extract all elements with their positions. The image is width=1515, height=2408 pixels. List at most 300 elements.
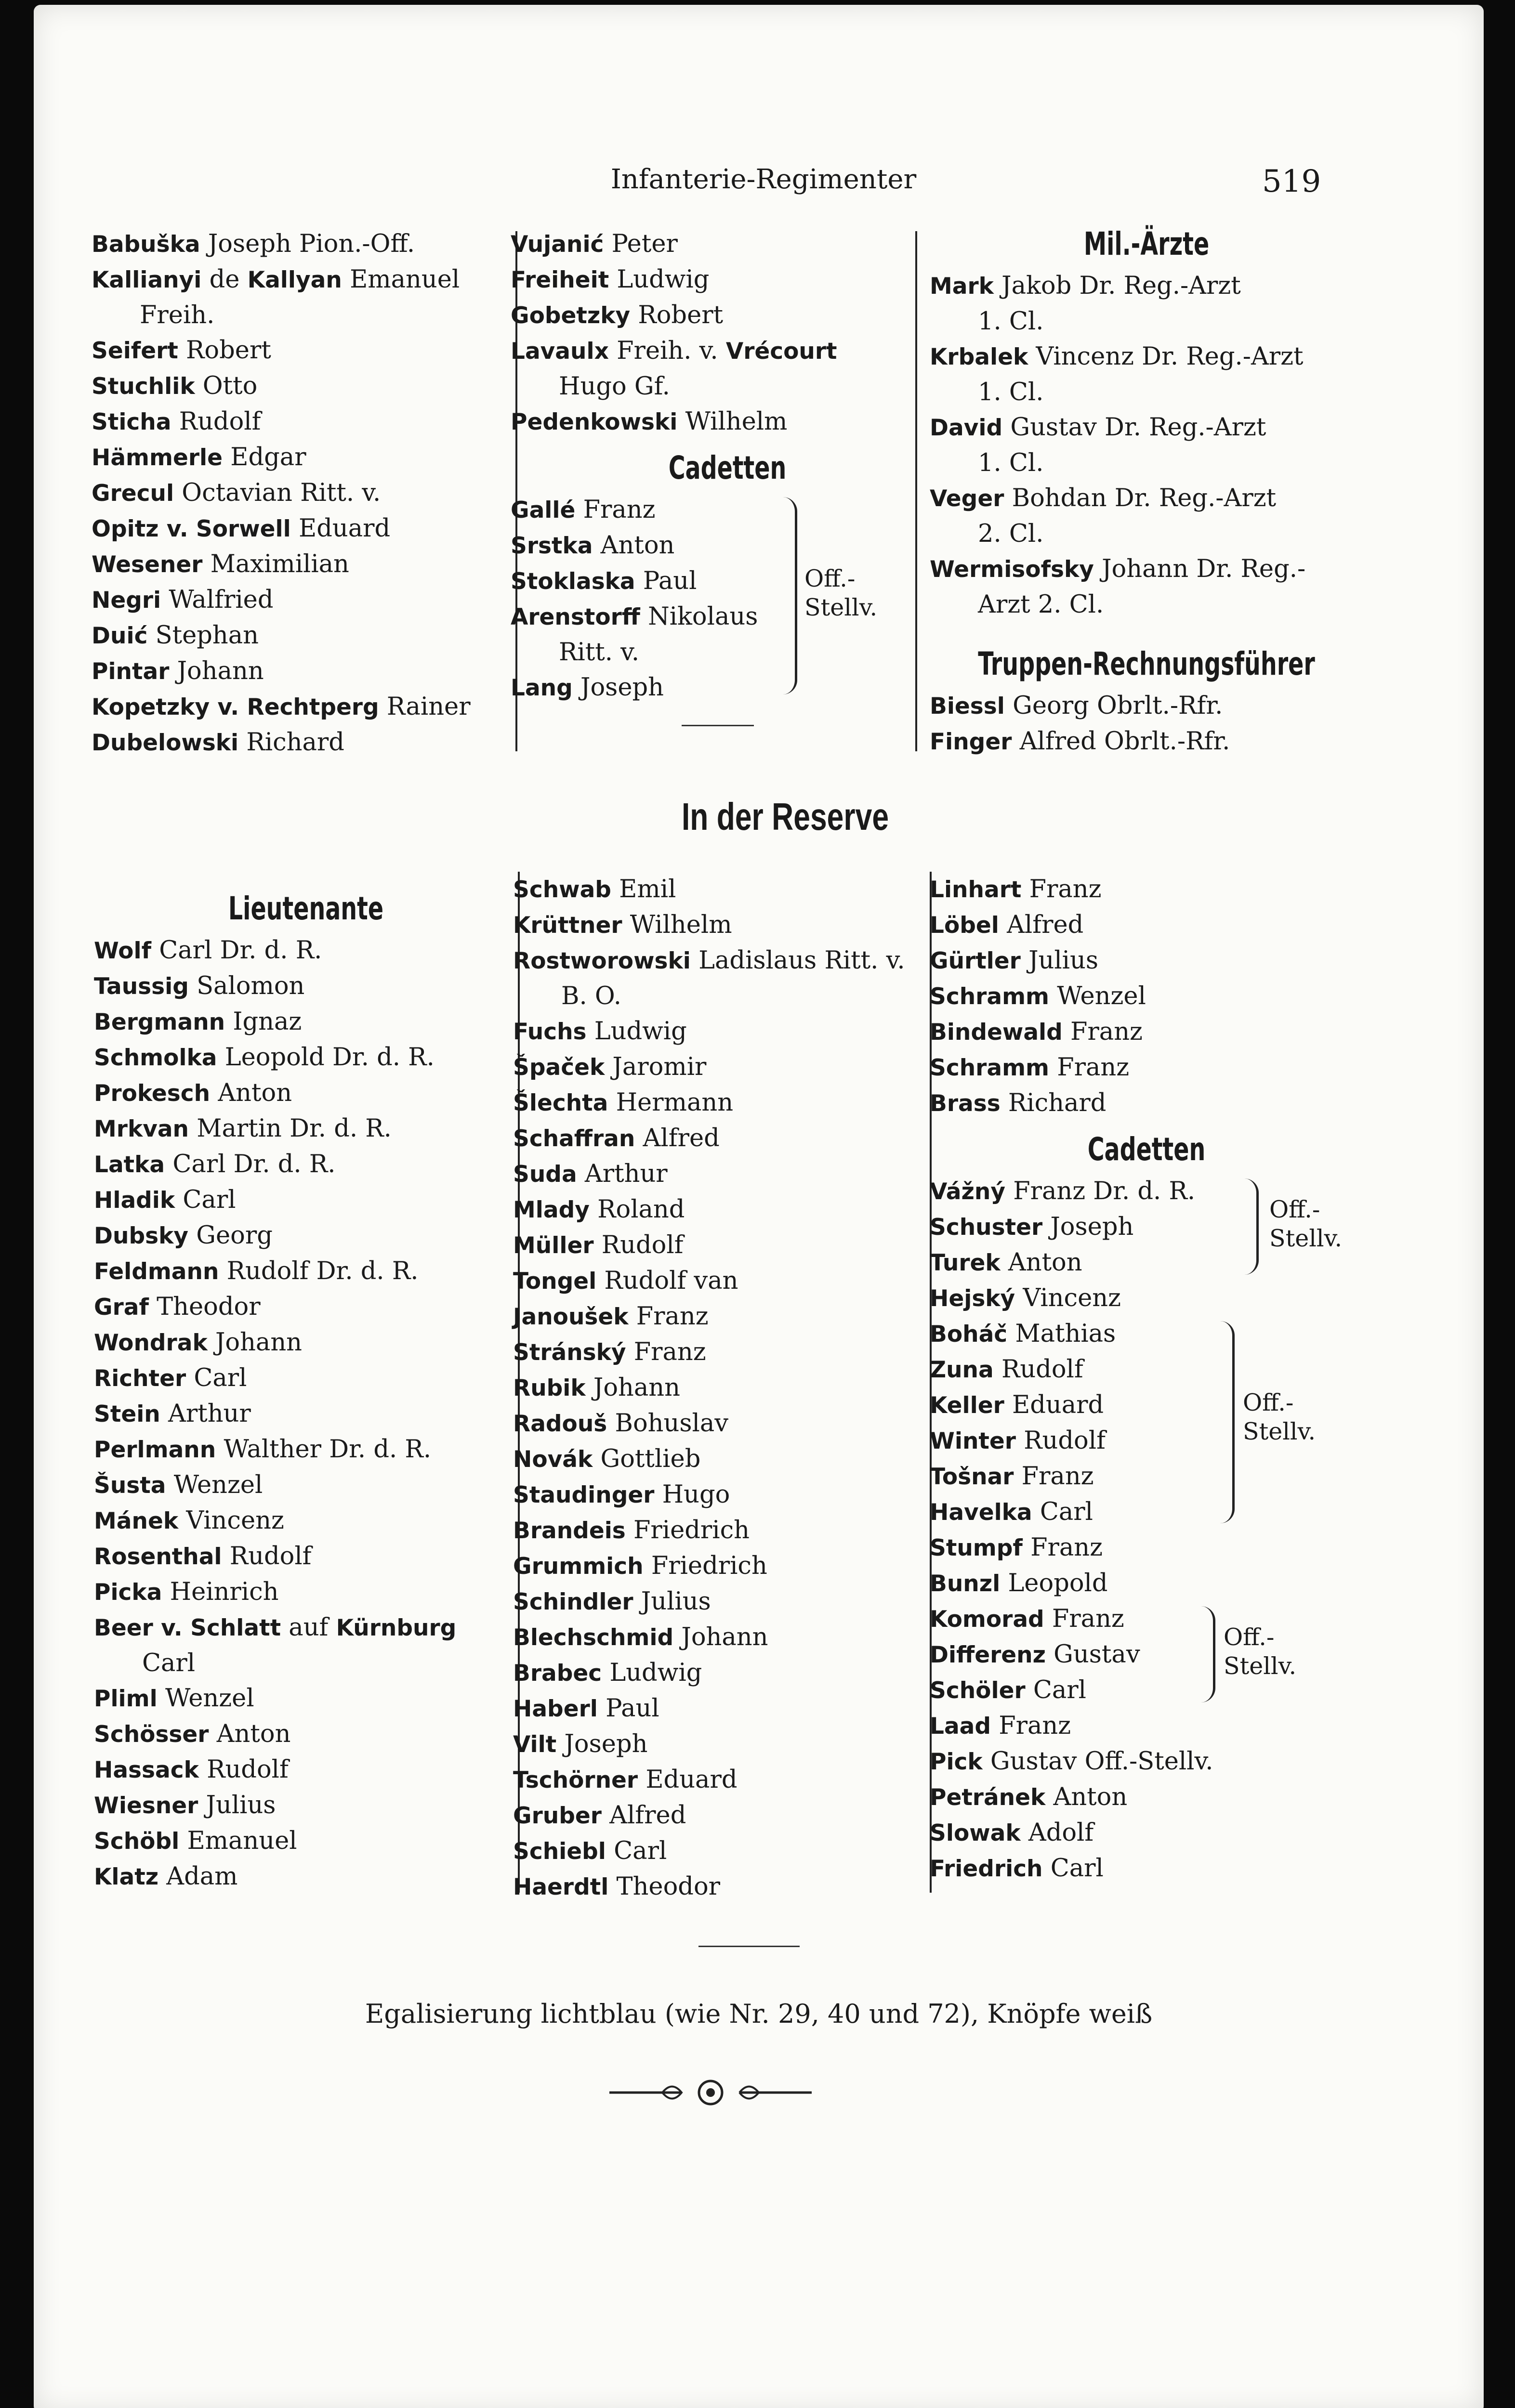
entry-name: Havelka bbox=[930, 1499, 1032, 1526]
entry-name: Schöbl bbox=[94, 1828, 180, 1855]
entry-text: Walther Dr. d. R. bbox=[224, 1435, 432, 1464]
entry-name: Bunzl bbox=[930, 1570, 1001, 1597]
entry-continuation: Hugo Gf. bbox=[559, 372, 670, 401]
entry-continuation: 1. Cl. bbox=[978, 307, 1044, 336]
entry-text: Georg bbox=[196, 1221, 273, 1250]
list-item bbox=[513, 1477, 937, 1513]
list-item bbox=[513, 1156, 937, 1192]
entry-text: Robert bbox=[186, 336, 271, 365]
entry-name: Gobetzky bbox=[511, 302, 631, 329]
list-item bbox=[930, 551, 1363, 622]
list-item bbox=[92, 404, 506, 440]
entry-text: Friedrich bbox=[633, 1516, 750, 1544]
entry-name: Stuchlik bbox=[92, 373, 195, 400]
entry-text: Vincenz bbox=[186, 1506, 284, 1535]
entry-name: Schuster bbox=[930, 1214, 1043, 1241]
entry-text: Hermann bbox=[616, 1088, 734, 1117]
list-item bbox=[930, 1014, 1363, 1050]
entry-text: Julius bbox=[641, 1587, 711, 1616]
entry-name: Srstka bbox=[511, 533, 593, 559]
entry-name: Schwab bbox=[513, 877, 611, 903]
list-item bbox=[513, 1299, 937, 1335]
entry-text: Friedrich bbox=[651, 1552, 767, 1580]
entry-name: Arenstorff bbox=[511, 604, 640, 630]
list-item bbox=[513, 872, 937, 907]
entry-name: Bindewald bbox=[930, 1019, 1063, 1046]
short-rule bbox=[682, 725, 754, 726]
entry-text: Wenzel bbox=[1057, 982, 1146, 1010]
entry-text: Anton bbox=[216, 1720, 291, 1748]
list-item bbox=[513, 1406, 937, 1441]
entry-name: Duić bbox=[92, 623, 148, 649]
list-item bbox=[930, 1086, 1363, 1121]
list-item bbox=[930, 724, 1363, 759]
list-item bbox=[511, 563, 790, 599]
entry-name: Mlady bbox=[513, 1197, 590, 1223]
list-item bbox=[511, 492, 790, 528]
list-item bbox=[92, 262, 506, 333]
entry-name: Laad bbox=[930, 1713, 991, 1740]
list-item bbox=[930, 1815, 1363, 1851]
entry-text: Alfred bbox=[1007, 911, 1084, 939]
entry-name: Hämmerle bbox=[92, 445, 223, 471]
entry-text: Franz bbox=[583, 496, 656, 524]
list-item bbox=[930, 1050, 1363, 1086]
entry-continuation: 2. Cl. bbox=[978, 520, 1044, 548]
list-item bbox=[94, 968, 518, 1004]
list-item bbox=[511, 298, 944, 333]
list-item bbox=[513, 1548, 937, 1584]
reserve-column-1 bbox=[94, 891, 518, 1895]
entry-name: Zuna bbox=[930, 1357, 994, 1383]
entry-text: Wenzel bbox=[173, 1471, 263, 1499]
cadetten-group-1 bbox=[930, 1174, 1363, 1281]
entry-name: Stránský bbox=[513, 1339, 626, 1366]
entry-text: Freih. v. bbox=[617, 337, 718, 365]
entry-name: Latka bbox=[94, 1152, 165, 1178]
entry-name: Lang bbox=[511, 675, 573, 701]
list-item bbox=[92, 440, 506, 475]
entry-name: Pintar bbox=[92, 658, 170, 685]
entry-text: Carl bbox=[183, 1186, 236, 1214]
entry-name: Picka bbox=[94, 1579, 162, 1606]
cadetten-group bbox=[511, 492, 944, 706]
list-item bbox=[94, 1254, 518, 1289]
entry-name: Vážný bbox=[930, 1178, 1005, 1205]
entry-name: Mánek bbox=[94, 1508, 179, 1534]
entry-text: Otto bbox=[202, 372, 258, 400]
list-item bbox=[511, 528, 790, 563]
entry-name: Wolf bbox=[94, 938, 152, 964]
list-item bbox=[513, 1228, 937, 1263]
entry-text: Alfred Obrlt.-Rfr. bbox=[1019, 727, 1230, 756]
document-page bbox=[34, 5, 1484, 2408]
list-item bbox=[513, 1121, 937, 1156]
entry-name: Schramm bbox=[930, 983, 1050, 1010]
entry-text: Richard bbox=[1008, 1089, 1107, 1117]
entry-text: Johann Dr. Reg.- bbox=[1102, 555, 1306, 583]
list-item bbox=[94, 1361, 518, 1396]
entry-text: Julius bbox=[206, 1791, 276, 1819]
list-item bbox=[94, 1396, 518, 1432]
entry-continuation: 1. Cl. bbox=[978, 449, 1044, 477]
list-item bbox=[92, 511, 506, 547]
list-item bbox=[92, 582, 506, 618]
footer-note: Egalisierung lichtblau (wie Nr. 29, 40 und 72), Knöpfe weiß bbox=[365, 1999, 1153, 2029]
entry-name: Haberl bbox=[513, 1696, 598, 1722]
entry-name: Taussig bbox=[94, 973, 189, 1000]
entry-text: Wenzel bbox=[165, 1684, 254, 1713]
entry-name: Sticha bbox=[92, 409, 171, 435]
list-item bbox=[930, 1281, 1363, 1316]
entry-text: Hugo bbox=[662, 1480, 730, 1509]
entry-text: Anton bbox=[1053, 1783, 1128, 1811]
entry-name: Radouš bbox=[513, 1411, 607, 1437]
group-brace bbox=[1199, 1606, 1215, 1702]
list-item bbox=[94, 1788, 518, 1823]
entry-name: Seifert bbox=[92, 338, 178, 364]
running-head: Infanterie-Regimenter bbox=[610, 164, 917, 195]
entry-text: Johann bbox=[593, 1374, 680, 1402]
list-item bbox=[513, 907, 937, 943]
entry-text: Carl Dr. d. R. bbox=[159, 936, 322, 965]
entry-name: Dubsky bbox=[94, 1223, 188, 1249]
entry-text: Rudolf bbox=[229, 1542, 312, 1570]
entry-continuation: 1. Cl. bbox=[978, 378, 1044, 406]
entry-text: Gustav Dr. Reg.-Arzt bbox=[1010, 413, 1266, 442]
entry-name: Pedenkowski bbox=[511, 409, 678, 435]
list-item bbox=[513, 1655, 937, 1691]
entry-name: Wiesner bbox=[94, 1793, 198, 1819]
entry-name: Janoušek bbox=[513, 1304, 629, 1330]
entry-text: Edgar bbox=[230, 443, 306, 471]
list-item bbox=[511, 404, 944, 440]
list-item bbox=[930, 1459, 1363, 1494]
off-stellv-label: Off.- Stellv. bbox=[804, 565, 878, 621]
list-item bbox=[511, 670, 790, 706]
list-item bbox=[930, 1566, 1363, 1601]
entry-name: Babuška bbox=[92, 231, 200, 258]
entry-name: Brabec bbox=[513, 1660, 602, 1687]
entry-text: de bbox=[209, 265, 240, 294]
entry-name: Tschörner bbox=[513, 1767, 638, 1793]
entry-text: Rudolf Dr. d. R. bbox=[226, 1257, 419, 1285]
list-item bbox=[930, 410, 1363, 481]
entry-text: Gustav bbox=[1054, 1640, 1140, 1669]
entry-name: Finger bbox=[930, 729, 1012, 755]
entry-name: Negri bbox=[92, 587, 161, 614]
entry-name: Linhart bbox=[930, 877, 1022, 903]
group-brace bbox=[780, 497, 797, 694]
list-item bbox=[513, 1869, 937, 1905]
list-item bbox=[513, 1833, 937, 1869]
entry-name: Schmolka bbox=[94, 1045, 217, 1071]
entry-text: Leopold Dr. d. R. bbox=[224, 1043, 435, 1072]
list-item bbox=[92, 618, 506, 654]
entry-name: Gallé bbox=[511, 497, 576, 523]
entry-continuation: B. O. bbox=[561, 982, 621, 1010]
list-item bbox=[513, 1263, 937, 1299]
top-column-2 bbox=[511, 226, 944, 726]
list-item bbox=[94, 1539, 518, 1574]
list-item bbox=[513, 1335, 937, 1370]
list-item bbox=[930, 1530, 1363, 1566]
entry-text: Ludwig bbox=[609, 1659, 702, 1687]
entry-text: Theodor bbox=[157, 1293, 261, 1321]
list-item bbox=[94, 1716, 518, 1752]
entry-name: Prokesch bbox=[94, 1080, 211, 1107]
group-brace bbox=[1243, 1178, 1259, 1275]
entry-name: Opitz v. Sorwell bbox=[92, 516, 291, 542]
entry-name: Wermisofsky bbox=[930, 556, 1094, 583]
list-item bbox=[513, 1049, 937, 1085]
list-item bbox=[930, 1780, 1363, 1815]
list-item bbox=[513, 1513, 937, 1548]
entry-text: Joseph Pion.-Off. bbox=[208, 230, 415, 258]
entry-name: Kopetzky v. Rechtperg bbox=[92, 694, 379, 720]
list-item bbox=[94, 1004, 518, 1040]
entry-text: Anton bbox=[1008, 1248, 1082, 1277]
entry-name: Schöler bbox=[930, 1677, 1026, 1704]
list-item bbox=[94, 1681, 518, 1716]
entry-text: Vincenz Dr. Reg.-Arzt bbox=[1036, 342, 1304, 371]
entry-text: Alfred bbox=[643, 1124, 720, 1152]
entry-text: Rudolf bbox=[207, 1755, 289, 1784]
entry-text: Franz bbox=[633, 1338, 706, 1366]
cadetten-heading: Cadetten bbox=[668, 449, 787, 486]
list-item bbox=[513, 1370, 937, 1406]
entry-text: Joseph bbox=[580, 673, 664, 702]
entry-text: Bohuslav bbox=[615, 1409, 729, 1438]
entry-text: Maximilian bbox=[210, 550, 349, 578]
entry-name: Lavaulx bbox=[511, 338, 609, 365]
entry-name: Freiheit bbox=[511, 267, 609, 293]
entry-text: Johann bbox=[681, 1623, 768, 1651]
entry-name: Mrkvan bbox=[94, 1116, 189, 1142]
list-item bbox=[930, 1494, 1363, 1530]
list-item bbox=[92, 689, 506, 725]
list-item bbox=[930, 1637, 1363, 1673]
entry-text: Franz Dr. d. R. bbox=[1013, 1177, 1196, 1205]
entry-text: Franz bbox=[1029, 875, 1102, 903]
entry-name: Grecul bbox=[92, 480, 174, 507]
entry-text: Anton bbox=[600, 531, 675, 560]
column-divider bbox=[915, 231, 917, 751]
entry-name: Pliml bbox=[94, 1686, 158, 1712]
entry-name: Vrécourt bbox=[725, 338, 837, 365]
cadetten-group-3 bbox=[930, 1601, 1363, 1708]
list-item bbox=[930, 688, 1363, 724]
entry-text: Franz bbox=[1070, 1018, 1143, 1046]
entry-text: Franz bbox=[636, 1302, 709, 1331]
entry-name: David bbox=[930, 415, 1003, 441]
entry-name: Haerdtl bbox=[513, 1874, 609, 1900]
entry-text: Ludwig bbox=[594, 1017, 687, 1046]
list-item bbox=[94, 1467, 518, 1503]
entry-name: Stein bbox=[94, 1401, 160, 1427]
entry-name: Kallyan bbox=[247, 267, 342, 293]
list-item bbox=[511, 333, 944, 404]
entry-text: Joseph bbox=[564, 1730, 648, 1758]
entry-name: Brass bbox=[930, 1090, 1001, 1117]
list-item bbox=[513, 1620, 937, 1655]
list-item bbox=[930, 1851, 1363, 1886]
list-item bbox=[92, 547, 506, 582]
entry-text: Arthur bbox=[584, 1160, 668, 1188]
entry-name: Rostworowski bbox=[513, 948, 691, 974]
entry-name: Löbel bbox=[930, 912, 999, 939]
entry-text: Stephan bbox=[155, 621, 259, 650]
reserve-column-2 bbox=[513, 872, 937, 1905]
entry-name: Hladik bbox=[94, 1187, 175, 1214]
entry-name: Schaffran bbox=[513, 1125, 635, 1152]
entry-text: Nikolaus bbox=[648, 602, 758, 631]
entry-text: Franz bbox=[1057, 1053, 1130, 1082]
list-item bbox=[94, 1182, 518, 1218]
entry-name: Gürtler bbox=[930, 948, 1021, 974]
entry-name: Boháč bbox=[930, 1321, 1008, 1348]
cadetten-group-2 bbox=[930, 1316, 1363, 1530]
list-item bbox=[92, 654, 506, 689]
entry-name: Dubelowski bbox=[92, 730, 239, 756]
entry-text: auf bbox=[289, 1613, 329, 1642]
list-item bbox=[930, 979, 1363, 1014]
entry-text: Octavian Ritt. v. bbox=[182, 479, 381, 507]
entry-name: Gruber bbox=[513, 1803, 602, 1829]
entry-name: Hassack bbox=[94, 1757, 199, 1783]
entry-text: Ladislaus Ritt. v. bbox=[698, 946, 905, 975]
entry-name: Grummich bbox=[513, 1553, 644, 1580]
list-item bbox=[513, 1727, 937, 1762]
entry-text: Emanuel bbox=[350, 265, 460, 294]
entry-name: Komorad bbox=[930, 1606, 1044, 1633]
entry-name: Winter bbox=[930, 1428, 1016, 1454]
top-column-3 bbox=[930, 226, 1363, 759]
entry-text: Adolf bbox=[1028, 1819, 1094, 1847]
cadetten-heading: Cadetten bbox=[1087, 1131, 1206, 1168]
page-number: 519 bbox=[1262, 164, 1321, 199]
entry-text: Martin Dr. d. R. bbox=[197, 1114, 392, 1143]
entry-text: Eduard bbox=[298, 514, 391, 543]
entry-text: Jaromir bbox=[612, 1053, 707, 1081]
list-item bbox=[94, 1432, 518, 1467]
entry-text: Georg Obrlt.-Rfr. bbox=[1013, 692, 1223, 720]
list-item bbox=[511, 262, 944, 298]
entry-name: Krbalek bbox=[930, 344, 1028, 370]
list-item bbox=[513, 1584, 937, 1620]
entry-name: Richter bbox=[94, 1365, 186, 1392]
list-item bbox=[92, 226, 506, 262]
entry-continuation: Ritt. v. bbox=[559, 638, 640, 667]
entry-name: Tongel bbox=[513, 1268, 597, 1295]
entry-name: Šlechta bbox=[513, 1090, 608, 1116]
entry-text: Mathias bbox=[1015, 1320, 1116, 1348]
entry-text: Johann bbox=[177, 657, 264, 685]
entry-name: Müller bbox=[513, 1232, 594, 1259]
entry-text: Rudolf van bbox=[604, 1267, 738, 1295]
list-item bbox=[94, 1218, 518, 1254]
list-item bbox=[930, 907, 1363, 943]
list-item bbox=[513, 1441, 937, 1477]
list-item bbox=[94, 1752, 518, 1788]
entry-text: Roland bbox=[597, 1195, 685, 1224]
entry-text: Franz bbox=[999, 1712, 1071, 1740]
entry-text: Carl bbox=[1033, 1676, 1086, 1704]
entry-continuation: Freih. bbox=[140, 301, 215, 329]
list-item bbox=[511, 599, 790, 670]
entry-text: Eduard bbox=[646, 1766, 738, 1794]
entry-text: Gottlieb bbox=[600, 1445, 701, 1473]
entry-name: Krüttner bbox=[513, 912, 622, 939]
entry-name: Kürnburg bbox=[336, 1615, 457, 1641]
list-item bbox=[930, 872, 1363, 907]
list-item bbox=[930, 1316, 1363, 1352]
entry-name: Schösser bbox=[94, 1721, 209, 1748]
entry-name: Tošnar bbox=[930, 1464, 1014, 1490]
entry-text: Rudolf bbox=[1024, 1426, 1106, 1455]
list-item bbox=[511, 226, 944, 262]
entry-name: Wesener bbox=[92, 551, 203, 578]
entry-name: Graf bbox=[94, 1294, 149, 1321]
entry-text: Julius bbox=[1028, 946, 1099, 975]
list-item bbox=[94, 1823, 518, 1859]
lieutenante-heading: Lieutenante bbox=[228, 890, 384, 927]
entry-text: Arthur bbox=[168, 1400, 251, 1428]
entry-name: Pick bbox=[930, 1749, 983, 1775]
entry-text: Johann bbox=[215, 1328, 303, 1357]
entry-text: Alfred bbox=[609, 1801, 686, 1830]
entry-name: Keller bbox=[930, 1392, 1004, 1419]
list-item bbox=[94, 1111, 518, 1147]
off-stellv-label: Off.- Stellv. bbox=[1269, 1196, 1343, 1252]
entry-text: Anton bbox=[218, 1079, 292, 1107]
entry-name: Mark bbox=[930, 273, 994, 300]
entry-name: Slowak bbox=[930, 1820, 1021, 1846]
list-item bbox=[94, 1040, 518, 1075]
entry-name: Schiebl bbox=[513, 1838, 606, 1865]
group-brace bbox=[1219, 1321, 1235, 1523]
entry-continuation: Arzt 2. Cl. bbox=[978, 590, 1104, 619]
entry-text: Joseph bbox=[1050, 1213, 1134, 1241]
entry-name: Stoklaska bbox=[511, 568, 635, 595]
list-item bbox=[930, 268, 1363, 339]
entry-name: Staudinger bbox=[513, 1482, 655, 1508]
entry-name: Schramm bbox=[930, 1055, 1050, 1081]
entry-name: Novák bbox=[513, 1446, 593, 1473]
entry-name: Suda bbox=[513, 1161, 577, 1188]
entry-name: Beer v. Schlatt bbox=[94, 1615, 281, 1641]
entry-name: Fuchs bbox=[513, 1019, 587, 1045]
entry-text: Franz bbox=[1052, 1605, 1124, 1633]
entry-name: Blechschmid bbox=[513, 1624, 674, 1651]
entry-text: Rudolf bbox=[1001, 1355, 1083, 1384]
entry-name: Feldmann bbox=[94, 1258, 219, 1285]
entry-text: Carl bbox=[614, 1837, 667, 1865]
entry-continuation: Carl bbox=[142, 1649, 196, 1677]
entry-name: Kallianyi bbox=[92, 267, 202, 293]
entry-name: Petránek bbox=[930, 1784, 1046, 1811]
ornament-icon bbox=[609, 2078, 812, 2107]
entry-text: Carl bbox=[1050, 1854, 1104, 1883]
entry-name: Wondrak bbox=[94, 1330, 208, 1356]
entry-name: Špaček bbox=[513, 1054, 605, 1081]
entry-text: Rudolf bbox=[601, 1231, 684, 1259]
entry-name: Stumpf bbox=[930, 1535, 1023, 1561]
list-item bbox=[92, 725, 506, 760]
list-item bbox=[92, 475, 506, 511]
entry-text: Salomon bbox=[197, 972, 305, 1000]
entry-text: Carl bbox=[194, 1364, 247, 1392]
